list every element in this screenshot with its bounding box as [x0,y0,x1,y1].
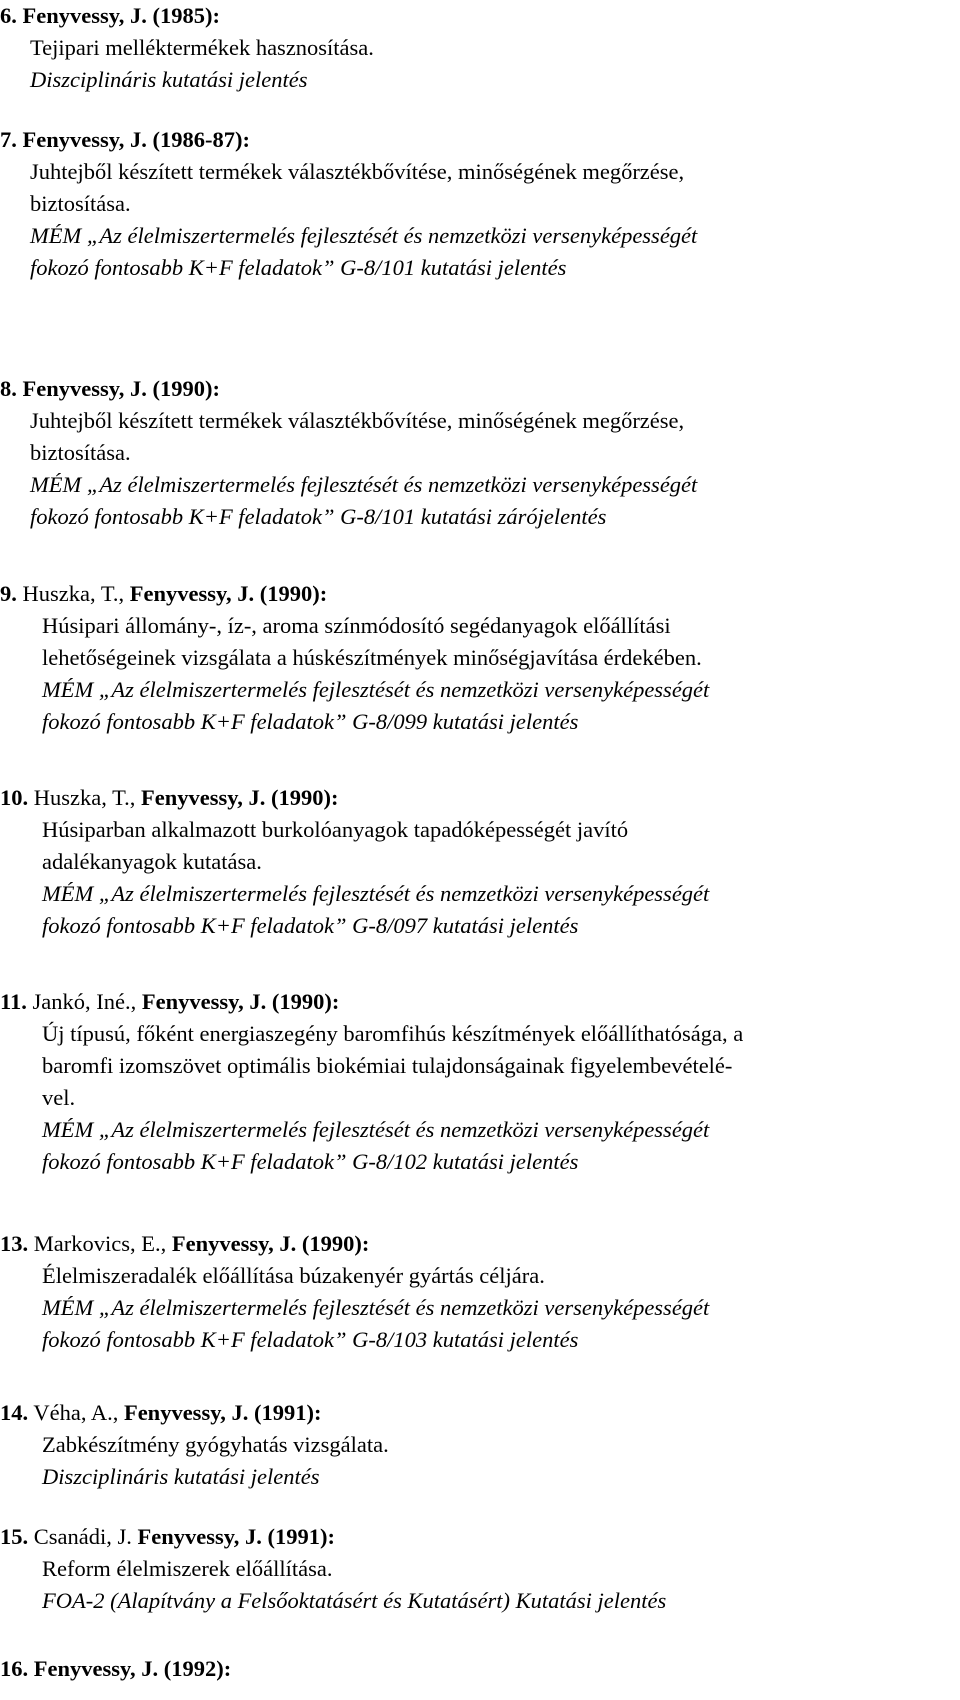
publication-entry-8 [0,373,960,533]
entry-number: 6. [0,3,17,28]
entry-coauthors: Huszka, T., [16,581,125,606]
entry-title: biztosítása. [30,191,131,216]
entry-author-year: Fenyvessy, J. (1991): [118,1400,322,1425]
entry-author-year: Fenyvessy, J. (1990): [124,581,328,606]
publication-entry-15 [0,1521,960,1617]
entry-source: MÉM „Az élelmiszertermelés fejlesztését és nemzetközi versenyképességét [42,1117,710,1142]
publication-entry-7 [0,124,960,284]
entry-title: Húsipari állomány-, íz-, aroma színmódosító segédanyagok előállítási [42,613,671,638]
entry-title: Élelmiszeradalék előállítása búzakenyér gyártás céljára. [42,1263,545,1288]
entry-heading [0,1397,960,1429]
entry-source: fokozó fontosabb K+F feladatok” G-8/101 kutatási jelentés [30,255,567,280]
entry-title: adalékanyagok kutatása. [42,849,262,874]
entry-source: MÉM „Az élelmiszertermelés fejlesztését és nemzetközi versenyképességét [42,1295,710,1320]
entry-title: lehetőségeinek vizsgálata a húskészítmények minőségjavítása érdekében. [42,645,702,670]
entry-author-year: Fenyvessy, J. (1990): [135,785,339,810]
entry-coauthors: Jankó, Iné., [26,989,137,1014]
entry-number: 11. [0,989,27,1014]
entry-title: Húsiparban alkalmazott burkolóanyagok tapadóképességét javító [42,817,629,842]
entry-number: 10. [0,785,29,810]
entry-heading [0,124,960,156]
entry-source: fokozó fontosabb K+F feladatok” G-8/103 kutatási jelentés [42,1327,579,1352]
entry-number: 9. [0,581,17,606]
entry-title: biztosítása. [30,440,131,465]
publication-entry-9 [0,578,960,738]
publication-entry-6 [0,0,960,96]
entry-author-year: Fenyvessy, J. (1990): [166,1231,370,1256]
publication-entry-11 [0,986,960,1178]
entry-title: Reform élelmiszerek előállítása. [42,1556,333,1581]
entry-title: Új típusú, főként energiaszegény baromfihús készítmények előállíthatósága, a [42,1021,744,1046]
entry-coauthors: Markovics, E., [28,1231,167,1256]
entry-heading [0,1228,960,1260]
entry-heading [0,373,960,405]
entry-heading [0,782,960,814]
entry-heading [0,1653,960,1685]
entry-source: fokozó fontosabb K+F feladatok” G-8/102 kutatási jelentés [42,1149,579,1174]
entry-coauthors: Csanádi, J. [28,1524,132,1549]
entry-author-year: Fenyvessy, J. (1985): [16,3,220,28]
entry-author-year: Fenyvessy, J. (1990): [136,989,340,1014]
entry-heading [0,0,960,32]
entry-source: MÉM „Az élelmiszertermelés fejlesztését és nemzetközi versenyképességét [30,472,698,497]
entry-heading [0,986,960,1018]
entry-number: 8. [0,376,17,401]
entry-source: fokozó fontosabb K+F feladatok” G-8/097 kutatási jelentés [42,913,579,938]
entry-number: 13. [0,1231,29,1256]
entry-source: Diszciplináris kutatási jelentés [42,1464,320,1489]
publication-entry-14 [0,1397,960,1493]
publication-entry-10 [0,782,960,942]
entry-source: MÉM „Az élelmiszertermelés fejlesztését és nemzetközi versenyképességét [42,881,710,906]
entry-coauthors: Véha, A., [28,1400,119,1425]
entry-title: vel. [42,1085,76,1110]
entry-source: fokozó fontosabb K+F feladatok” G-8/101 kutatási zárójelentés [30,504,607,529]
entry-source: MÉM „Az élelmiszertermelés fejlesztését és nemzetközi versenyképességét [42,677,710,702]
entry-number: 7. [0,127,17,152]
entry-title: Juhtejből készített termékek választékbővítése, minőségének megőrzése, [30,408,685,433]
entry-number: 15. [0,1524,29,1549]
entry-source: fokozó fontosabb K+F feladatok” G-8/099 kutatási jelentés [42,709,579,734]
entry-title: Zabkészítmény gyógyhatás vizsgálata. [42,1432,389,1457]
entry-source: FOA-2 (Alapítvány a Felsőoktatásért és Kutatásért) Kutatási jelentés [42,1588,667,1613]
entry-author-year: Fenyvessy, J. (1990): [16,376,220,401]
entry-source: MÉM „Az élelmiszertermelés fejlesztését és nemzetközi versenyképességét [30,223,698,248]
entry-author-year: Fenyvessy, J. (1986-87): [16,127,250,152]
publication-entry-13 [0,1228,960,1356]
entry-heading [0,1521,960,1553]
entry-title: Juhtejből készített termékek választékbővítése, minőségének megőrzése, [30,159,685,184]
entry-title: Tejipari melléktermékek hasznosítása. [30,35,374,60]
entry-title: baromfi izomszövet optimális biokémiai tulajdonságainak figyelembevételé- [42,1053,733,1078]
entry-author-year: Fenyvessy, J. (1991): [131,1524,335,1549]
entry-source: Diszciplináris kutatási jelentés [30,67,308,92]
publication-entry-16 [0,1653,960,1685]
entry-number: 16. [0,1656,29,1681]
entry-coauthors: Huszka, T., [28,785,136,810]
entry-number: 14. [0,1400,29,1425]
entry-heading [0,578,960,610]
entry-author-year: Fenyvessy, J. (1992): [28,1656,232,1681]
